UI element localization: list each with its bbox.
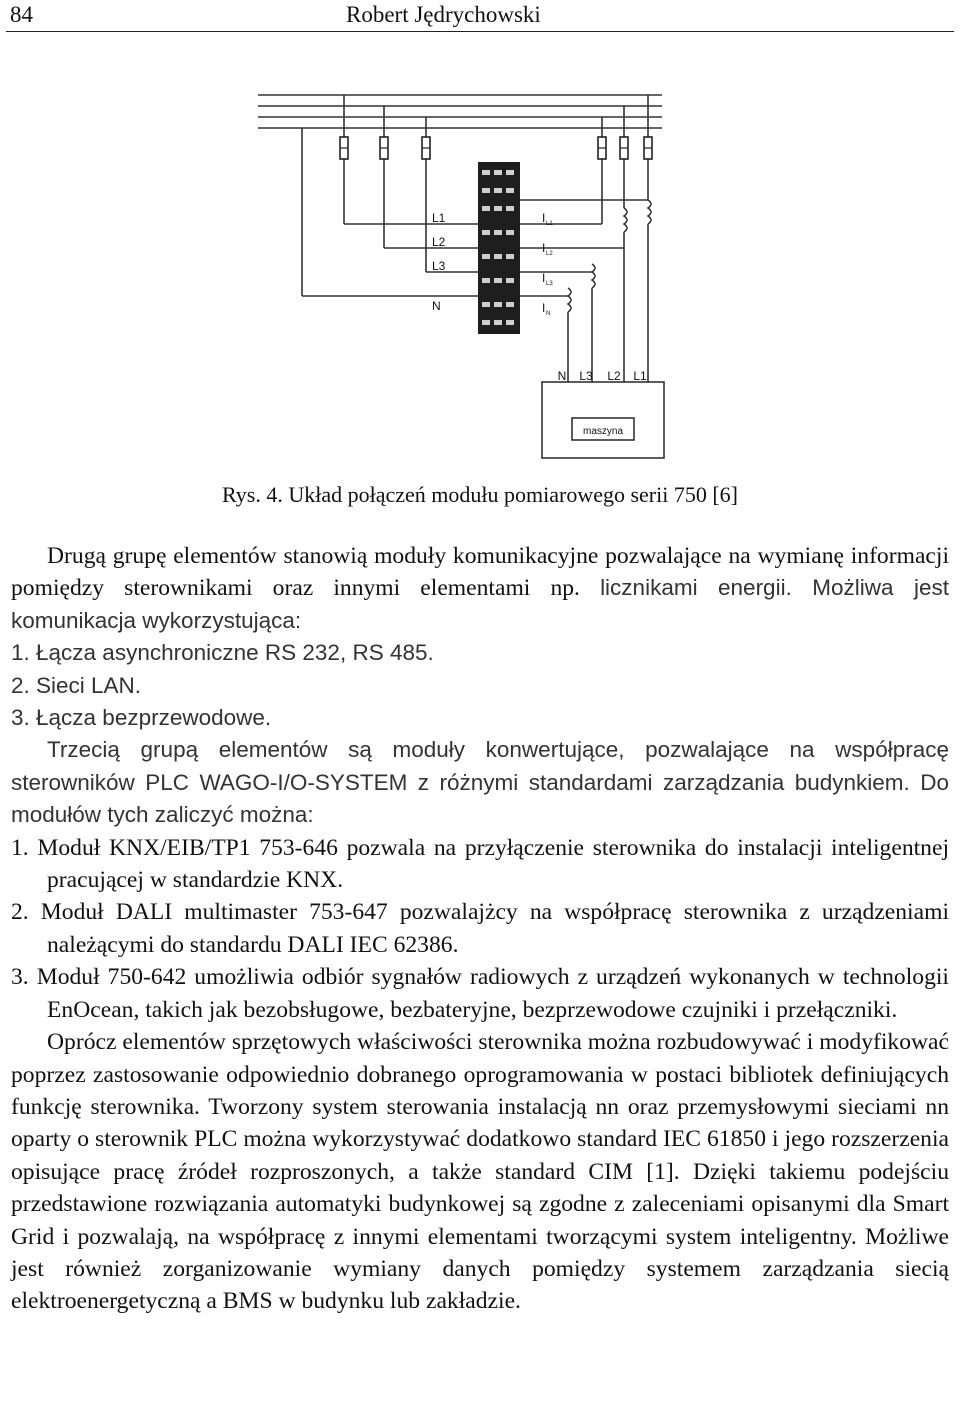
body-text (11, 540, 949, 1318)
current-subscript-l1: L1 (546, 221, 553, 227)
paragraph-1-sans: licznikami energii. Możliwa jest komunikacja wykorzystująca: (11, 575, 949, 633)
page-header (0, 0, 960, 34)
measurement-module (478, 162, 520, 334)
machine-terminal-l2: L2 (607, 369, 621, 383)
paragraph-2: Trzecią grupą elementów są moduły konwertujące, pozwalające na współpracę sterowników PLC WAGO-I/O-SYSTEM z różnymi standardami zarządzania budynkiem. Do modułów tych zaliczyć można: (11, 737, 949, 828)
paragraph-1-serif: Drugą grupę elementów stanowią moduły komunikacyjne pozwalające na wymianę informacji pomiędzy sterownikami oraz innymi elementami np. (11, 543, 949, 602)
current-label-l2: I (542, 241, 546, 255)
paragraph-3: Oprócz elementów sprzętowych właściwości sterownika można rozbudowywać i modyfikować poprzez zastosowanie odpowiednio dobranego oprogramowania w postaci bibliotek definiujących funkcję sterownika. Tworzony system sterowania instalacją nn oraz przemysłowymi sieciami nn oparty o sterownik PLC można wykorzystywać dodatkowo standard IEC 61850 i jego rozszerzenia opisujące pracę źródeł rozproszonych, a także standard CIM [1]. Dzięki takiemu podejściu przedstawione rozwiązania automatyki budynkowej są zgodne z zaleceniami opisanymi dla Smart Grid i pozwalają, na współpracę z innymi elementami tworzącymi system inteligentny. Możliwe jest również zorganizowanie wymiany danych pomiędzy systemem zarządzania siecią elektroenergetyczną a BMS w budynku lub zakładzie. (11, 1029, 949, 1315)
machine-label: maszyna (582, 426, 624, 437)
list-1-item-2: 2. Sieci LAN. (11, 672, 142, 698)
page-number: 84 (10, 2, 33, 27)
current-label-l3: I (542, 271, 546, 285)
paragraph-1 (11, 540, 949, 637)
figure-caption: Rys. 4. Układ połączeń modułu pomiarowego serii 750 [6] (221, 482, 738, 507)
list-2-item-1: 1. Moduł KNX/EIB/TP1 753-646 pozwala na przyłączenie sterownika do instalacji inteligentnej pracującej w standardzie KNX. (11, 834, 949, 894)
current-subscript-l3: L3 (546, 281, 553, 287)
machine-terminal-l3: L3 (579, 369, 593, 383)
phase-label-n: N (432, 299, 441, 313)
machine-terminal-n: N (557, 369, 567, 383)
machine-terminal-l1: L1 (633, 369, 647, 383)
phase-label-l3: L3 (432, 259, 446, 273)
phase-label-l1: L1 (432, 211, 446, 225)
current-subscript-l2: L2 (546, 251, 553, 257)
wiring-diagram (250, 84, 670, 464)
list-1-item-3: 3. Łącza bezprzewodowe. (11, 705, 272, 731)
running-head: Robert Jędrychowski (346, 2, 541, 27)
current-label-l1: I (542, 211, 546, 225)
list-2-item-2: 2. Moduł DALI multimaster 753-647 pozwalajżcy na współpracę sterownika z urządzeniami należącymi do standardu DALI IEC 62386. (11, 899, 949, 958)
current-subscript-n: N (546, 311, 551, 317)
header-rule (6, 31, 954, 32)
wiring-diagram-svg (250, 84, 670, 464)
phase-label-l2: L2 (432, 235, 446, 249)
list-2-item-3: 3. Moduł 750-642 umożliwia odbiór sygnałów radiowych z urządzeń wykonanych w technologii EnOcean, takich jak bezobsługowe, bezbateryjne, bezprzewodowe czujniki i przełączniki. (11, 964, 949, 1023)
machine-box (542, 382, 664, 458)
current-label-n: I (542, 301, 546, 315)
list-1-item-1: 1. Łącza asynchroniczne RS 232, RS 485. (11, 640, 434, 666)
